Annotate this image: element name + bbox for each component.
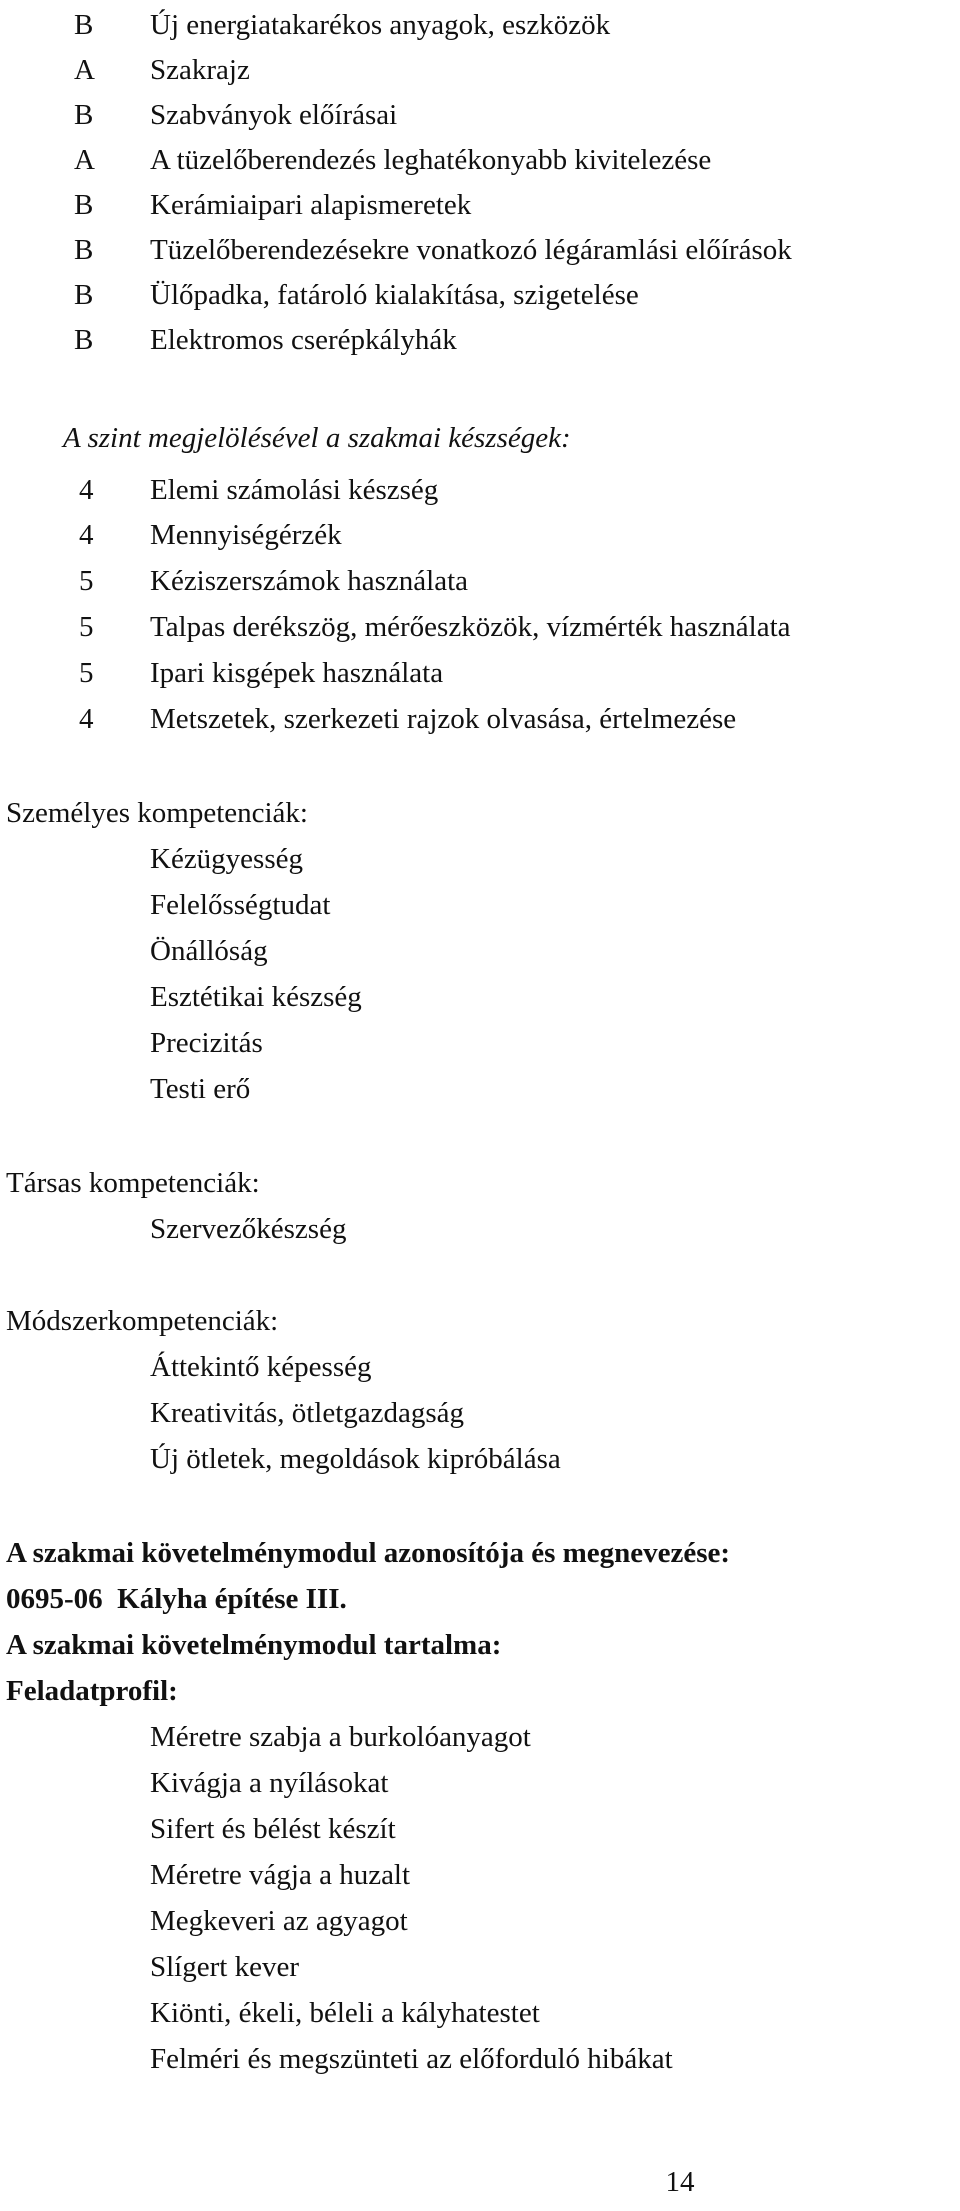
task-item-text: Sifert és bélést készít <box>150 1813 396 1845</box>
task-profile-heading: Feladatprofil: <box>6 1675 178 1707</box>
task-item <box>0 1760 960 1806</box>
personal-item-text: Kézügyesség <box>150 843 304 875</box>
task-item <box>0 1806 960 1852</box>
skill-text: Mennyiségérzék <box>150 519 342 551</box>
personal-item-text: Precizitás <box>150 1027 263 1059</box>
task-item-text: Méretre szabja a burkolóanyagot <box>150 1721 531 1753</box>
personal-item-text: Önállóság <box>150 935 268 967</box>
knowledge-row <box>0 182 960 228</box>
task-item-text: Kivágja a nyílásokat <box>150 1767 389 1799</box>
social-heading: Társas kompetenciák: <box>6 1167 260 1199</box>
method-item <box>0 1344 960 1390</box>
task-item <box>0 2036 960 2082</box>
social-item <box>0 1206 960 1252</box>
task-item <box>0 1944 960 1990</box>
personal-item <box>0 974 960 1020</box>
knowledge-row <box>0 227 960 273</box>
level-letter: A <box>74 144 95 176</box>
knowledge-text: Ülőpadka, fatároló kialakítása, szigetelése <box>150 279 639 311</box>
skill-level: 4 <box>79 519 94 551</box>
task-item <box>0 1898 960 1944</box>
knowledge-row <box>0 92 960 138</box>
method-heading-row <box>0 1298 960 1344</box>
level-letter: A <box>74 54 95 86</box>
skills-heading-row <box>0 415 960 461</box>
skill-text: Kéziszerszámok használata <box>150 565 469 597</box>
skill-text: Ipari kisgépek használata <box>150 657 444 689</box>
method-item <box>0 1390 960 1436</box>
level-letter: B <box>74 189 94 221</box>
task-item <box>0 1714 960 1760</box>
personal-item-text: Felelősségtudat <box>150 889 331 921</box>
skill-text: Elemi számolási készség <box>150 474 439 506</box>
task-profile-heading-row <box>0 1668 960 1714</box>
personal-item <box>0 928 960 974</box>
knowledge-text: Szakrajz <box>150 54 250 86</box>
personal-heading: Személyes kompetenciák: <box>6 797 308 829</box>
knowledge-text: A tüzelőberendezés leghatékonyabb kivitelezése <box>150 144 712 176</box>
knowledge-text: Szabványok előírásai <box>150 99 398 131</box>
skill-level: 4 <box>79 703 94 735</box>
knowledge-row <box>0 137 960 183</box>
method-item <box>0 1436 960 1482</box>
module-id-row <box>0 1576 960 1622</box>
level-letter: B <box>74 234 94 266</box>
skill-row <box>0 650 960 696</box>
module-id-heading-row <box>0 1530 960 1576</box>
personal-item <box>0 1020 960 1066</box>
knowledge-text: Elektromos cserépkályhák <box>150 324 457 356</box>
task-item-text: Felméri és megszünteti az előforduló hibákat <box>150 2043 673 2075</box>
module-id-value: 0695-06 Kályha építése III. <box>6 1583 347 1615</box>
skill-row <box>0 604 960 650</box>
task-item-text: Kiönti, ékeli, béleli a kályhatestet <box>150 1997 540 2029</box>
personal-item <box>0 882 960 928</box>
personal-item <box>0 836 960 882</box>
method-item-text: Áttekintő képesség <box>150 1351 372 1383</box>
knowledge-row <box>0 2 960 48</box>
skill-row <box>0 558 960 604</box>
module-id-heading: A szakmai követelménymodul azonosítója és megnevezése: <box>6 1537 731 1569</box>
knowledge-text: Tüzelőberendezésekre vonatkozó légáramlási előírások <box>150 234 792 266</box>
task-item <box>0 1990 960 2036</box>
method-item-text: Új ötletek, megoldások kipróbálása <box>150 1443 561 1475</box>
task-item <box>0 1852 960 1898</box>
skill-row <box>0 696 960 742</box>
level-letter: B <box>74 99 94 131</box>
level-letter: B <box>74 279 94 311</box>
task-item-text: Méretre vágja a huzalt <box>150 1859 411 1891</box>
method-item-text: Kreativitás, ötletgazdagság <box>150 1397 465 1429</box>
skill-level: 5 <box>79 565 94 597</box>
personal-item <box>0 1066 960 1112</box>
knowledge-row <box>0 317 960 363</box>
knowledge-text: Új energiatakarékos anyagok, eszközök <box>150 9 611 41</box>
knowledge-row <box>0 272 960 318</box>
method-heading: Módszerkompetenciák: <box>6 1305 279 1337</box>
skill-level: 4 <box>79 474 94 506</box>
social-item-text: Szervezőkészség <box>150 1213 347 1245</box>
skill-level: 5 <box>79 657 94 689</box>
skill-row <box>0 467 960 513</box>
personal-item-text: Testi erő <box>150 1073 251 1105</box>
level-letter: B <box>74 324 94 356</box>
task-item-text: Megkeveri az agyagot <box>150 1905 408 1937</box>
skill-text: Talpas derékszög, mérőeszközök, vízmérték használata <box>150 611 791 643</box>
knowledge-row <box>0 47 960 93</box>
task-item-text: Slígert kever <box>150 1951 299 1983</box>
skill-level: 5 <box>79 611 94 643</box>
social-heading-row <box>0 1160 960 1206</box>
knowledge-text: Kerámiaipari alapismeretek <box>150 189 472 221</box>
page-number: 14 <box>665 2166 695 2198</box>
personal-heading-row <box>0 790 960 836</box>
skill-row <box>0 512 960 558</box>
level-letter: B <box>74 9 94 41</box>
skill-text: Metszetek, szerkezeti rajzok olvasása, értelmezése <box>150 703 737 735</box>
skills-heading: A szint megjelölésével a szakmai készségek: <box>63 422 571 454</box>
module-content-heading-row <box>0 1622 960 1668</box>
module-content-heading: A szakmai követelménymodul tartalma: <box>6 1629 502 1661</box>
personal-item-text: Esztétikai készség <box>150 981 362 1013</box>
